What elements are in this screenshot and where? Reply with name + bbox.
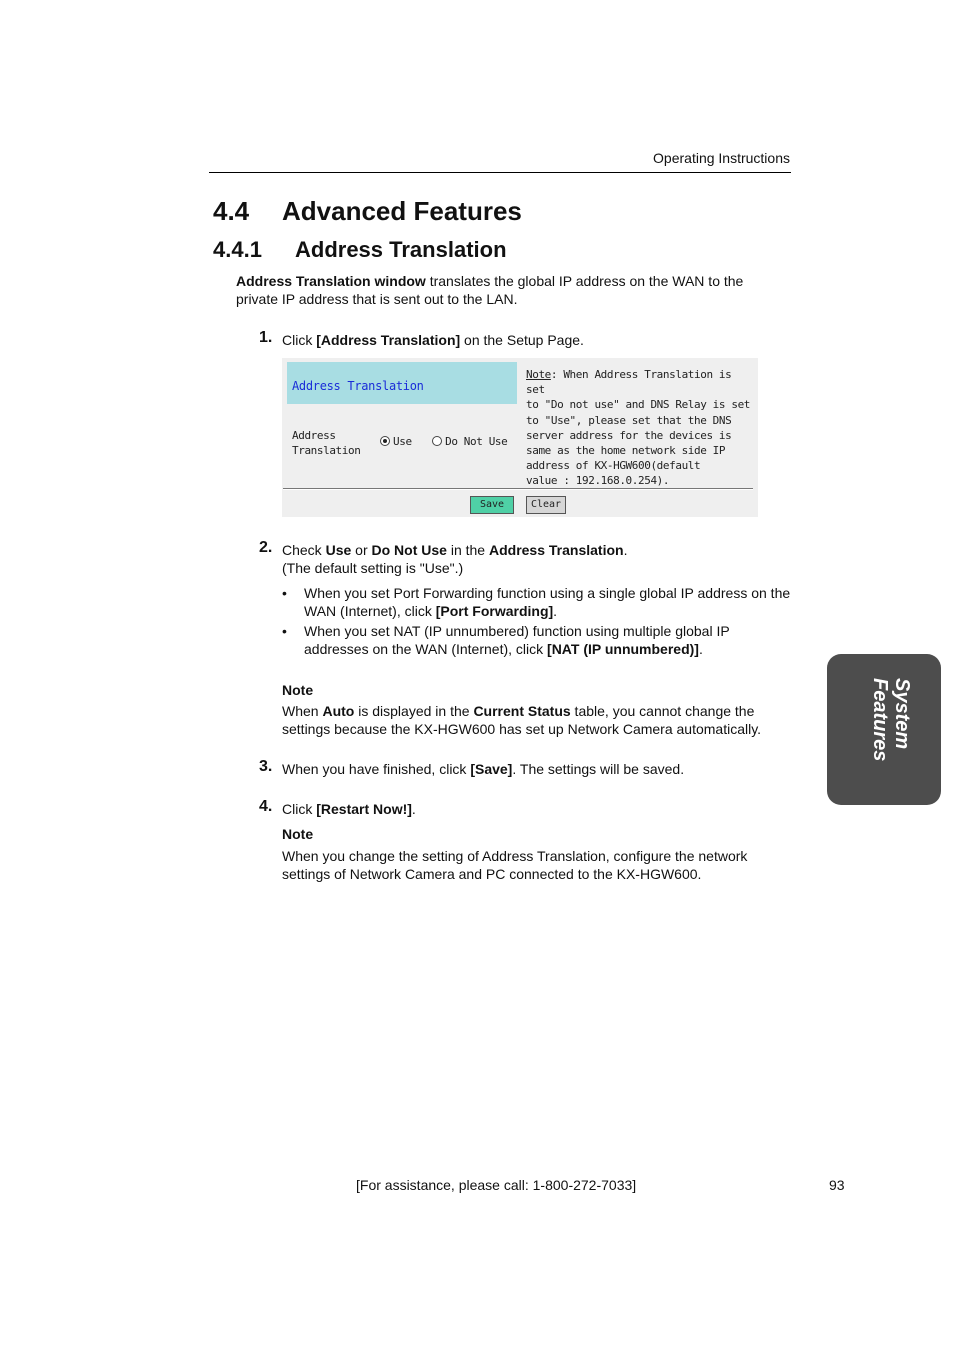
radio-do-not-use[interactable] bbox=[432, 436, 442, 446]
note-text-part: When bbox=[282, 703, 323, 719]
bullet-text bbox=[304, 584, 794, 620]
section-number: 4.4 bbox=[213, 196, 250, 226]
step-2-text-part: or bbox=[351, 542, 372, 558]
field-label-line-2: Translation bbox=[292, 444, 361, 457]
bullet-dot: • bbox=[282, 623, 287, 639]
note-text-part: is displayed in the bbox=[354, 703, 474, 719]
screenshot-note-line: to "Do not use" and DNS Relay is set bbox=[526, 398, 751, 412]
step-3-pre: When you have finished, click bbox=[282, 761, 471, 777]
intro-bold: Address Translation window bbox=[236, 273, 426, 289]
section-heading bbox=[213, 196, 522, 227]
chapter-tab-line-1: System bbox=[891, 678, 913, 750]
field-label bbox=[292, 428, 360, 458]
radio-do-not-use-label: Do Not Use bbox=[445, 435, 508, 448]
radio-group bbox=[380, 435, 507, 448]
step-2-bold: Do Not Use bbox=[371, 542, 447, 558]
note-text-bold: Auto bbox=[322, 703, 355, 719]
step-1-number: 1. bbox=[259, 329, 273, 346]
bullet-text-bold: [NAT (IP unnumbered)] bbox=[547, 641, 699, 657]
chapter-tab bbox=[827, 654, 941, 805]
footer-assistance: [For assistance, please call: 1-800-272-7033] bbox=[356, 1177, 637, 1193]
screenshot-note-line: : When Address Translation is set bbox=[526, 368, 732, 397]
screenshot-divider bbox=[283, 488, 753, 490]
step-3-post: . The settings will be saved. bbox=[512, 761, 685, 777]
note-text: When you change the setting of Address Translation, configure the network settings of Network Camera and PC connected to the KX-HGW600. bbox=[282, 848, 748, 882]
bullet-dot: • bbox=[282, 585, 287, 601]
bullet-text-end: . bbox=[698, 641, 703, 657]
radio-use[interactable] bbox=[380, 436, 390, 446]
radio-use-label: Use bbox=[393, 435, 412, 448]
chapter-tab-line-2: Features bbox=[869, 678, 891, 762]
save-button[interactable]: Save bbox=[470, 496, 514, 514]
bullet-text-body: When you set NAT (IP unnumbered) function using multiple global IP addresses on the WAN (Internet), click bbox=[304, 623, 730, 657]
note-heading: Note bbox=[282, 826, 314, 842]
step-2-default-note: (The default setting is "Use".) bbox=[282, 560, 464, 576]
clear-button[interactable]: Clear bbox=[526, 496, 566, 514]
running-header: Operating Instructions bbox=[653, 150, 790, 166]
step-1-bold: [Address Translation] bbox=[316, 332, 461, 348]
note-text bbox=[282, 702, 782, 738]
screenshot-note-line: to "Use", please set that the DNS bbox=[526, 413, 732, 427]
step-2-text bbox=[282, 541, 782, 577]
step-2-text-part: Check bbox=[282, 542, 326, 558]
screenshot-note-line: server address for the devices is bbox=[526, 428, 732, 442]
step-1-post: on the Setup Page. bbox=[460, 332, 584, 348]
bullet-text-end: . bbox=[553, 603, 558, 619]
step-3-text bbox=[282, 760, 684, 778]
bullet-text-bold: [Port Forwarding] bbox=[435, 603, 554, 619]
step-1-text bbox=[282, 331, 584, 349]
section-title: Advanced Features bbox=[282, 196, 522, 226]
screenshot-banner bbox=[287, 362, 517, 404]
step-3-number: 3. bbox=[259, 758, 273, 775]
screenshot-note bbox=[526, 367, 754, 489]
page-number: 93 bbox=[829, 1177, 845, 1193]
step-2-bold: Address Translation bbox=[488, 542, 624, 558]
step-2-bold: Use bbox=[325, 542, 352, 558]
intro-text: translates the global IP address on the WAN to the private IP address that is sent out to the LAN. bbox=[236, 273, 744, 307]
note-text-bold: Current Status bbox=[473, 703, 571, 719]
step-4-text bbox=[282, 800, 416, 818]
step-2-number: 2. bbox=[259, 539, 273, 556]
subsection-number: 4.4.1 bbox=[213, 237, 262, 262]
step-1-pre: Click bbox=[282, 332, 317, 348]
step-2-text-part: in the bbox=[446, 542, 489, 558]
subsection-title: Address Translation bbox=[295, 237, 507, 262]
bullet-text bbox=[304, 622, 794, 658]
header-rule bbox=[209, 172, 791, 173]
step-4-pre: Click bbox=[282, 801, 317, 817]
intro-paragraph bbox=[236, 272, 776, 308]
step-4-post: . bbox=[411, 801, 416, 817]
step-4-number: 4. bbox=[259, 798, 273, 815]
screenshot-note-label: Note bbox=[526, 368, 551, 381]
screenshot-note-line: same as the home network side IP bbox=[526, 444, 726, 458]
step-3-bold: [Save] bbox=[470, 761, 513, 777]
chapter-tab-label bbox=[871, 678, 913, 761]
step-2-text-part: . bbox=[623, 542, 628, 558]
note-text-part: table, you cannot change the settings because the KX-HGW600 has set up Network Camera automatically. bbox=[282, 703, 762, 737]
subsection-heading bbox=[213, 237, 507, 263]
screenshot-banner-title: Address Translation bbox=[292, 379, 424, 393]
bullet-text-body: When you set Port Forwarding function using a single global IP address on the WAN (Internet), click bbox=[304, 585, 791, 619]
screenshot-note-line: value : 192.168.0.254). bbox=[526, 474, 670, 488]
field-label-line-1: Address bbox=[292, 429, 336, 442]
screenshot-note-line: address of KX-HGW600(default bbox=[526, 459, 701, 473]
note-heading: Note bbox=[282, 682, 314, 698]
step-4-bold: [Restart Now!] bbox=[316, 801, 412, 817]
address-translation-screenshot bbox=[282, 358, 758, 517]
